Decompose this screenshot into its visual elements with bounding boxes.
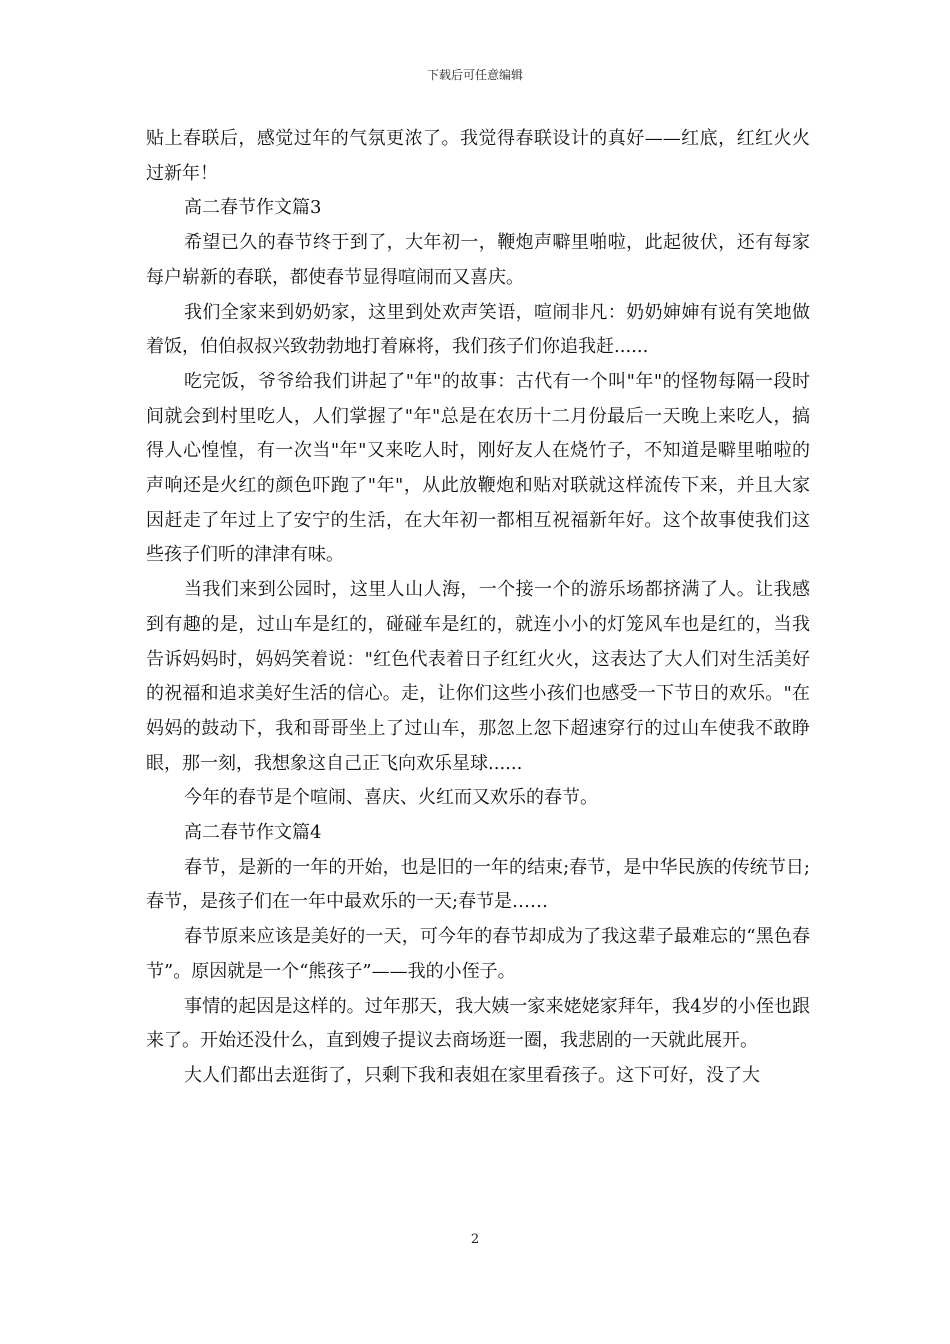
section-heading: 高二春节作文篇4 bbox=[184, 822, 322, 844]
paragraph: 春节，是新的一年的开始，也是旧的一年的结束;春节，是中华民族的传统节日;春节，是孩子们在一年中最欢乐的一天;春节是…… bbox=[146, 856, 810, 913]
paragraph: 大人们都出去逛街了，只剩下我和表姐在家里看孩子。这下可好，没了大 bbox=[184, 1064, 760, 1086]
paragraph: 春节原来应该是美好的一天，可今年的春节却成为了我这辈子最难忘的“黑色春节”。原因就是一个“熊孩子”——我的小侄子。 bbox=[146, 926, 810, 982]
paragraph: 吃完饭，爷爷给我们讲起了"年"的故事：古代有一个叫"年"的怪物每隔一段时间就会到村里吃人，人们掌握了"年"总是在农历十二月份最后一天晚上来吃人，搞得人心惶惶，有一次当"年"又来吃人时，刚好友人在烧竹子，不知道是噼里啪啦的声响还是火红的颜色吓跑了"年"，从此放鞭炮和贴对联就这样流传下来，并且大家因赶走了年过上了安宁的生活，在大年初一都相互祝福新年好。这个故事使我们这些孩子们听的津津有味。 bbox=[146, 370, 810, 566]
page-number: 2 bbox=[470, 1232, 480, 1247]
section-heading: 高二春节作文篇3 bbox=[184, 197, 322, 219]
paragraph: 当我们来到公园时，这里人山人海，一个接一个的游乐场都挤满了人。让我感到有趣的是，过山车是红的，碰碰车是红的，就连小小的灯笼风车也是红的，当我告诉妈妈时，妈妈笑着说："红色代表着日子红红火火，这表达了大人们对生活美好的祝福和追求美好生活的信心。走，让你们这些小孩们也感受一下节日的欢乐。"在妈妈的鼓动下，我和哥哥坐上了过山车，那忽上忽下超速穿行的过山车使我不敢睁眼，那一刻，我想象这自己正飞向欢乐星球...... bbox=[146, 579, 810, 774]
paragraph: 贴上春联后，感觉过年的气氛更浓了。我觉得春联设计的真好——红底，红红火火过新年！ bbox=[146, 128, 810, 184]
page-header: 下载后可任意编辑 bbox=[426, 68, 523, 82]
document-body bbox=[146, 122, 810, 1094]
paragraph: 我们全家来到奶奶家，这里到处欢声笑语，喧闹非凡：奶奶婶婶有说有笑地做着饭，伯伯叔叔兴致勃勃地打着麻将，我们孩子们你追我赶...... bbox=[146, 301, 810, 358]
paragraph: 希望已久的春节终于到了，大年初一，鞭炮声噼里啪啦，此起彼伏，还有每家每户崭新的春联，都使春节显得喧闹而又喜庆。 bbox=[146, 232, 810, 288]
paragraph: 今年的春节是个喧闹、喜庆、火红而又欢乐的春节。 bbox=[184, 787, 598, 809]
paragraph: 事情的起因是这样的。过年那天，我大姨一家来姥姥家拜年，我4岁的小侄也跟来了。开始还没什么，直到嫂子提议去商场逛一圈，我悲剧的一天就此展开。 bbox=[146, 995, 810, 1052]
